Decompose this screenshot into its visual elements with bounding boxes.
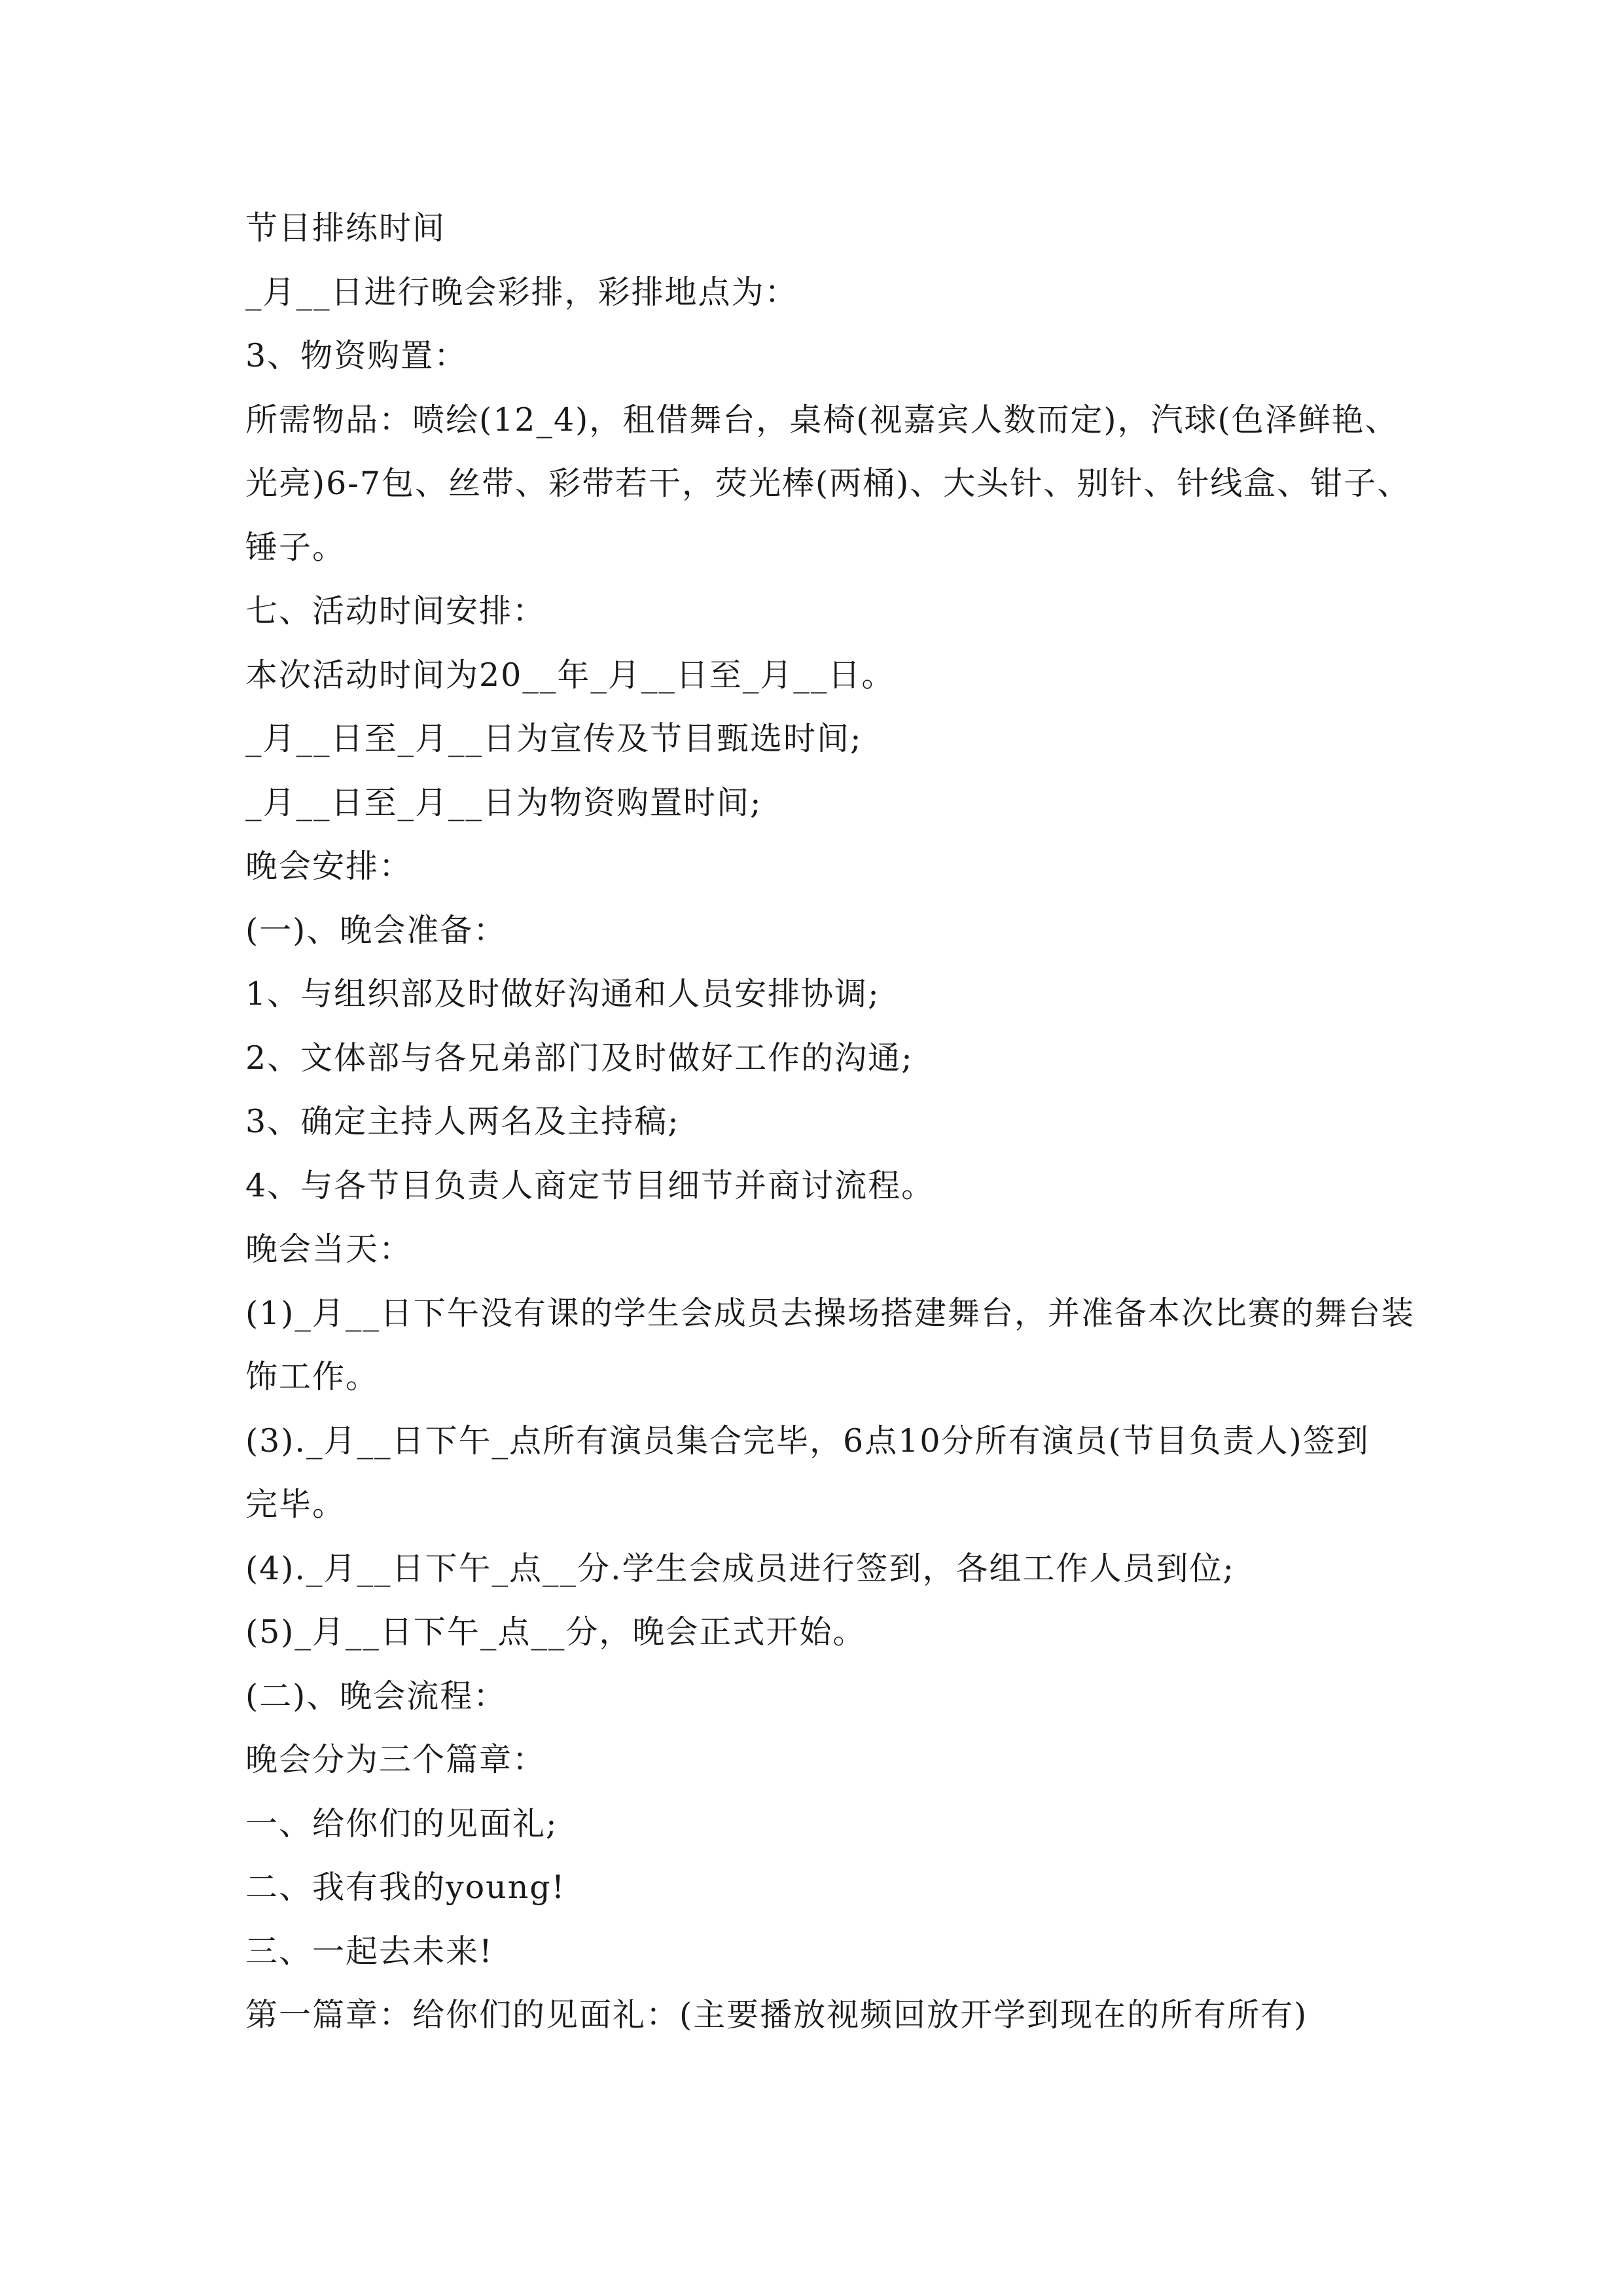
heading-materials: 3、物资购置： bbox=[245, 337, 468, 374]
list-item-day-4: (4)._月__日下午_点__分.学生会成员进行签到，各组工作人员到位; bbox=[245, 1549, 1236, 1587]
list-item-prep-1: 1、与组织部及时做好沟通和人员安排协调; bbox=[245, 975, 880, 1013]
list-item-prep-3: 3、确定主持人两名及主持稿; bbox=[245, 1103, 680, 1140]
paragraph-chapter-1-detail: 第一篇章：给你们的见面礼：(主要播放视频回放开学到现在的所有所有) bbox=[245, 1996, 1308, 2034]
paragraph-three-chapters: 晚会分为三个篇章： bbox=[245, 1741, 546, 1778]
paragraph-materials-2: 光亮)6-7包、丝带、彩带若干，荧光棒(两桶)、大头针、别针、针线盒、钳子、 bbox=[245, 465, 1411, 502]
list-item-chapter-1: 一、给你们的见面礼; bbox=[245, 1804, 558, 1842]
heading-gala-day: 晚会当天： bbox=[245, 1230, 413, 1268]
paragraph-promotion-period: _月__日至_月__日为宣传及节目甄选时间; bbox=[245, 720, 863, 757]
heading-gala-preparation: (一)、晚会准备： bbox=[245, 911, 507, 949]
heading-gala-process: (二)、晚会流程： bbox=[245, 1677, 507, 1715]
paragraph-activity-period: 本次活动时间为20__年_月__日至_月__日。 bbox=[245, 656, 895, 694]
list-item-day-1: (1)_月__日下午没有课的学生会成员去操场搭建舞台，并准备本次比赛的舞台装 bbox=[245, 1294, 1415, 1332]
heading-rehearsal-time: 节目排练时间 bbox=[245, 209, 446, 247]
document-body bbox=[245, 196, 1417, 2047]
list-item-day-3-cont: 完毕。 bbox=[245, 1486, 346, 1523]
list-item-day-5: (5)_月__日下午_点__分，晚会正式开始。 bbox=[245, 1613, 866, 1651]
heading-schedule: 七、活动时间安排： bbox=[245, 592, 546, 630]
heading-gala-arrangement: 晚会安排： bbox=[245, 848, 413, 885]
list-item-prep-4: 4、与各节目负责人商定节目细节并商讨流程。 bbox=[245, 1166, 935, 1204]
paragraph-materials-3: 锤子。 bbox=[245, 528, 346, 566]
list-item-chapter-2: 二、我有我的young! bbox=[245, 1869, 566, 1906]
list-item-day-3: (3)._月__日下午_点所有演员集合完毕，6点10分所有演员(节目负责人)签到 bbox=[245, 1422, 1370, 1460]
list-item-prep-2: 2、文体部与各兄弟部门及时做好工作的沟通; bbox=[245, 1039, 914, 1077]
paragraph-purchase-period: _月__日至_月__日为物资购置时间; bbox=[245, 783, 762, 821]
list-item-day-1-cont: 饰工作。 bbox=[245, 1358, 380, 1395]
list-item-chapter-3: 三、一起去未来! bbox=[245, 1932, 493, 1970]
paragraph-materials-1: 所需物品：喷绘(12_4)，租借舞台，桌椅(视嘉宾人数而定)，汽球(色泽鲜艳、 bbox=[245, 401, 1399, 439]
paragraph-rehearsal-date: _月__日进行晚会彩排，彩排地点为： bbox=[245, 273, 798, 311]
